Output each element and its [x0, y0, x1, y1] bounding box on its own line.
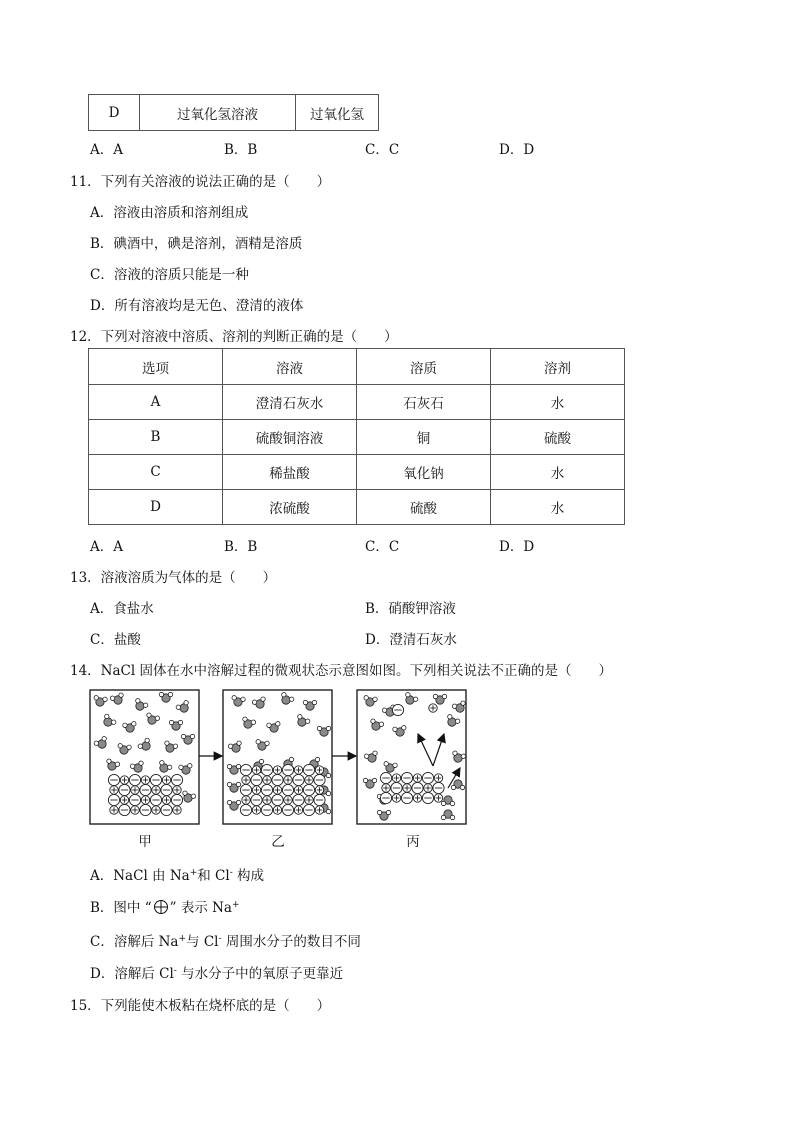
table-cell: 过氧化氢	[296, 95, 379, 131]
table-cell: 水	[491, 490, 625, 525]
chloride-ion-icon	[140, 784, 151, 795]
q12-option-d[interactable]: D．D	[499, 539, 535, 555]
table-cell: 浓硫酸	[223, 490, 357, 525]
sodium-ion-icon	[141, 776, 149, 784]
table-cell: D	[89, 95, 140, 131]
table-cell: D	[89, 490, 223, 525]
table-cell: 铜	[357, 420, 491, 455]
sodium-ion-icon	[392, 774, 400, 782]
chloride-ion-icon	[161, 804, 172, 815]
chloride-ion-icon	[303, 804, 314, 815]
q11-option-b[interactable]: B．碘酒中，碘是溶剂，酒精是溶质	[90, 236, 303, 252]
q12-option-b[interactable]: B．B	[224, 539, 258, 555]
sodium-ion-icon	[413, 774, 421, 782]
chloride-ion-icon	[433, 782, 444, 793]
sodium-ion-icon	[252, 766, 260, 774]
sodium-ion-icon	[294, 766, 302, 774]
chloride-ion-icon	[282, 784, 293, 795]
sodium-ion-icon	[284, 776, 292, 784]
chloride-ion-icon	[392, 704, 403, 715]
sodium-ion-icon	[263, 796, 271, 804]
table-cell: 过氧化氢溶液	[140, 95, 296, 131]
chloride-ion-icon	[412, 782, 423, 793]
option-text: 周围水分子的数目不同	[221, 934, 361, 950]
chloride-ion-icon	[119, 804, 130, 815]
sodium-ion-icon	[429, 704, 437, 712]
table-cell: 硫酸	[491, 420, 625, 455]
chloride-ion-icon	[293, 774, 304, 785]
sodium-ion-icon	[131, 786, 139, 794]
table-cell: 水	[491, 455, 625, 490]
q14-option-a[interactable]	[90, 864, 264, 884]
table-cell: 氧化钠	[357, 455, 491, 490]
chloride-ion-icon	[108, 794, 119, 805]
sodium-ion-icon	[382, 784, 390, 792]
superscript: -	[229, 868, 233, 878]
sodium-ion-icon	[315, 766, 323, 774]
chloride-ion-icon	[391, 782, 402, 793]
chloride-ion-icon	[422, 772, 433, 783]
superscript: -	[218, 934, 222, 944]
chloride-ion-icon	[251, 794, 262, 805]
q13-option-c[interactable]: C．盐酸	[90, 632, 141, 648]
q10-option-b[interactable]: B．B	[224, 142, 258, 158]
option-text: 构成	[232, 868, 265, 884]
sodium-ion-icon	[110, 786, 118, 794]
sodium-ion-icon	[141, 796, 149, 804]
option-text: 与水分子中的氧原子更靠近	[176, 966, 344, 982]
q11-option-d[interactable]: D．所有溶液均是无色、澄清的液体	[90, 298, 304, 314]
sodium-ion-icon	[153, 899, 169, 915]
chloride-ion-icon	[150, 794, 161, 805]
table-row	[89, 420, 625, 455]
sodium-ion-icon	[305, 796, 313, 804]
option-text: 和 Cl	[197, 868, 230, 884]
sodium-ion-icon	[162, 776, 170, 784]
chloride-ion-icon	[282, 764, 293, 775]
chloride-ion-icon	[261, 804, 272, 815]
option-text: 与 Cl	[186, 934, 219, 950]
sodium-ion-icon	[242, 776, 250, 784]
sodium-ion-icon	[434, 774, 442, 782]
q11-stem: 11．下列有关溶液的说法正确的是（ ）	[70, 174, 331, 190]
sodium-ion-icon	[273, 806, 281, 814]
sodium-ion-icon	[315, 786, 323, 794]
q13-option-a[interactable]: A．食盐水	[90, 601, 154, 617]
sodium-ion-icon	[284, 796, 292, 804]
sodium-ion-icon	[131, 806, 139, 814]
chloride-ion-icon	[422, 792, 433, 803]
sodium-ion-icon	[413, 794, 421, 802]
chloride-ion-icon	[140, 804, 151, 815]
table-row	[89, 490, 625, 525]
q10-table	[88, 94, 379, 131]
chloride-ion-icon	[129, 774, 140, 785]
caption-jia: 甲	[138, 834, 152, 850]
q13-option-d[interactable]: D．澄清石灰水	[365, 632, 457, 648]
q10-option-d[interactable]: D．D	[499, 142, 535, 158]
chloride-ion-icon	[314, 794, 325, 805]
chloride-ion-icon	[240, 784, 251, 795]
sodium-ion-icon	[252, 786, 260, 794]
sodium-ion-icon	[242, 796, 250, 804]
q11-option-c[interactable]: C．溶液的溶质只能是一种	[90, 267, 249, 283]
chloride-ion-icon	[150, 774, 161, 785]
chloride-ion-icon	[303, 764, 314, 775]
chloride-ion-icon	[293, 794, 304, 805]
sodium-ion-icon	[263, 776, 271, 784]
table-header-row	[89, 349, 625, 385]
table-header-cell: 选项	[89, 349, 223, 385]
sodium-ion-icon	[273, 766, 281, 774]
chloride-ion-icon	[261, 764, 272, 775]
chloride-ion-icon	[272, 774, 283, 785]
chloride-ion-icon	[108, 774, 119, 785]
table-row	[89, 455, 625, 490]
sodium-ion-icon	[252, 806, 260, 814]
sodium-ion-icon	[162, 796, 170, 804]
table-cell: 澄清石灰水	[223, 385, 357, 420]
table-header-cell: 溶液	[223, 349, 357, 385]
chloride-ion-icon	[251, 774, 262, 785]
table-cell: 水	[491, 385, 625, 420]
q12-table	[88, 348, 625, 525]
chloride-ion-icon	[171, 774, 182, 785]
sodium-ion-icon	[305, 776, 313, 784]
caption-bing: 丙	[406, 834, 420, 850]
sodium-ion-icon	[294, 786, 302, 794]
superscript: -	[173, 966, 177, 976]
q10-option-c[interactable]: C．C	[365, 142, 400, 158]
q12-option-a[interactable]: A．A	[90, 539, 123, 555]
option-text: ” 表示 Na	[169, 900, 232, 916]
chloride-ion-icon	[282, 804, 293, 815]
q11-option-a[interactable]: A．溶液由溶质和溶剂组成	[90, 205, 249, 221]
sodium-ion-icon	[152, 806, 160, 814]
table-cell: C	[89, 455, 223, 490]
dissolution-diagram	[88, 688, 478, 828]
table-row	[89, 385, 625, 420]
chloride-ion-icon	[401, 772, 412, 783]
q12-stem: 12．下列对溶液中溶质、溶剂的判断正确的是（ ）	[70, 329, 398, 345]
chloride-ion-icon	[380, 792, 391, 803]
table-cell: 稀盐酸	[223, 455, 357, 490]
sodium-ion-icon	[120, 796, 128, 804]
superscript: +	[231, 900, 240, 910]
sodium-ion-icon	[403, 784, 411, 792]
chloride-ion-icon	[401, 792, 412, 803]
table-cell: A	[89, 385, 223, 420]
chloride-ion-icon	[129, 794, 140, 805]
sodium-ion-icon	[392, 794, 400, 802]
chloride-ion-icon	[240, 764, 251, 775]
option-text: B．图中 “	[90, 900, 152, 916]
sodium-ion-icon	[110, 806, 118, 814]
q13-option-b[interactable]: B．硝酸钾溶液	[365, 601, 456, 617]
superscript: +	[178, 934, 187, 944]
sodium-ion-icon	[273, 786, 281, 794]
table-row	[89, 95, 379, 131]
chloride-ion-icon	[119, 784, 130, 795]
chloride-ion-icon	[272, 794, 283, 805]
sodium-ion-icon	[434, 794, 442, 802]
chloride-ion-icon	[240, 804, 251, 815]
q15-stem: 15．下列能使木板粘在烧杯底的是（ ）	[70, 998, 331, 1014]
option-text: C．溶解后 Na	[90, 934, 179, 950]
chloride-ion-icon	[303, 784, 314, 795]
q10-option-a[interactable]: A．A	[90, 142, 123, 158]
superscript: +	[189, 868, 198, 878]
option-text: A．NaCl 由 Na	[90, 868, 190, 884]
sodium-ion-icon	[173, 786, 181, 794]
chloride-ion-icon	[261, 784, 272, 795]
sodium-ion-icon	[424, 784, 432, 792]
chloride-ion-icon	[171, 794, 182, 805]
sodium-ion-icon	[120, 776, 128, 784]
q14-option-d[interactable]	[90, 962, 343, 982]
table-cell: 硫酸铜溶液	[223, 420, 357, 455]
table-cell: 硫酸	[357, 490, 491, 525]
sodium-ion-icon	[173, 806, 181, 814]
sodium-ion-icon	[152, 786, 160, 794]
chloride-ion-icon	[380, 772, 391, 783]
table-header-cell: 溶剂	[491, 349, 625, 385]
q14-stem: 14．NaCl 固体在水中溶解过程的微观状态示意图如图。下列相关说法不正确的是（ ）	[70, 663, 612, 679]
q14-option-b[interactable]	[90, 896, 240, 916]
chloride-ion-icon	[314, 774, 325, 785]
chloride-ion-icon	[161, 784, 172, 795]
table-header-cell: 溶质	[357, 349, 491, 385]
table-cell: 石灰石	[357, 385, 491, 420]
sodium-ion-icon	[294, 806, 302, 814]
option-text: D．溶解后 Cl	[90, 966, 174, 982]
q14-option-c[interactable]	[90, 930, 361, 950]
caption-yi: 乙	[271, 834, 285, 850]
sodium-ion-icon	[315, 806, 323, 814]
q13-stem: 13．溶液溶质为气体的是（ ）	[70, 570, 277, 586]
q12-option-c[interactable]: C．C	[365, 539, 400, 555]
table-cell: B	[89, 420, 223, 455]
